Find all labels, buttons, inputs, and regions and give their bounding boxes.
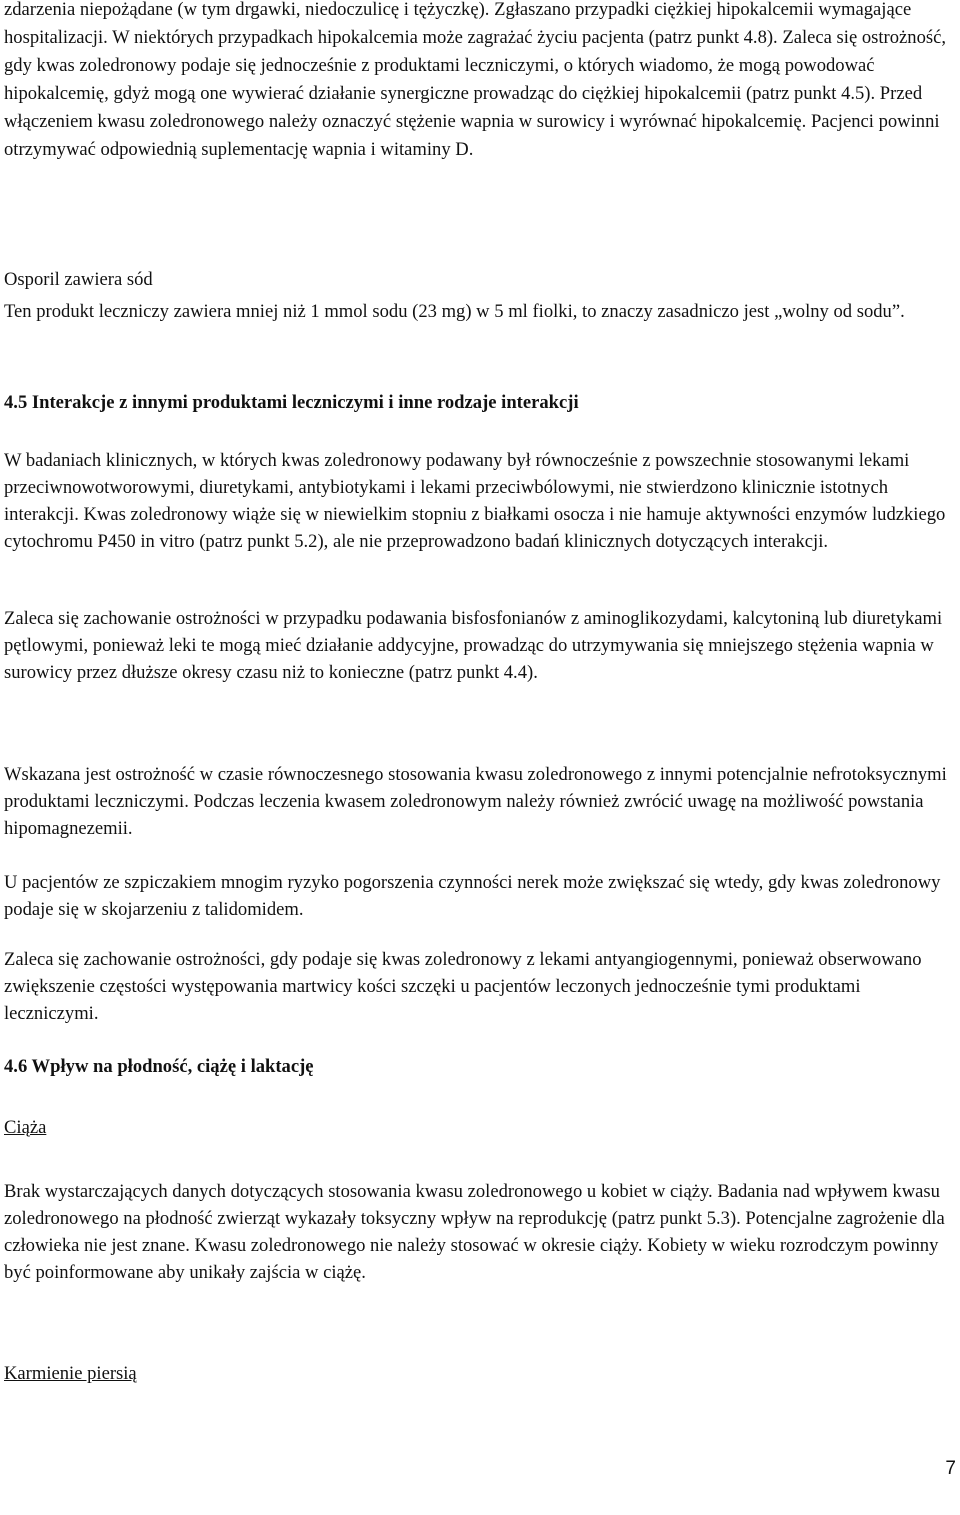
- paragraph-interactions-5: Zaleca się zachowanie ostrożności, gdy podaje się kwas zoledronowy z lekami antyangiogennymi, ponieważ obserwowano zwiększenie częstości występowania martwicy kości szczęki u pacjentów leczonych jednocześnie tymi produktami leczniczymi.: [4, 949, 922, 1024]
- subheading-pregnancy: Ciąża: [4, 1117, 47, 1138]
- subheading-breastfeeding: Karmienie piersią: [4, 1363, 137, 1384]
- paragraph-pregnancy: Brak wystarczających danych dotyczących stosowania kwasu zoledronowego u kobiet w ciąży. Badania nad wpływem kwasu zoledronowego na płodność zwierząt wykazały toksyczny wpływ na reprodukcję (patrz punkt 5.3). Potencjalne zagrożenie dla człowieka nie jest znane. Kwasu zoledronowego nie należy stosować w okresie ciąży. Kobiety w wieku rozrodczym powinny być poinformowane aby unikały zajścia w ciążę.: [4, 1181, 945, 1283]
- sodium-title: Osporil zawiera sód: [4, 269, 153, 290]
- sodium-text: Ten produkt leczniczy zawiera mniej niż 1 mmol sodu (23 mg) w 5 ml fiolki, to znaczy zasadniczo jest „wolny od sodu”.: [4, 301, 905, 322]
- section-heading-4-5: 4.5 Interakcje z innymi produktami leczniczymi i inne rodzaje interakcji: [4, 392, 579, 413]
- section-heading-4-6: 4.6 Wpływ na płodność, ciążę i laktację: [4, 1056, 314, 1077]
- paragraph-interactions-3: Wskazana jest ostrożność w czasie równoczesnego stosowania kwasu zoledronowego z innymi potencjalnie nefrotoksycznymi produktami leczniczymi. Podczas leczenia kwasem zoledronowym należy również zwrócić uwagę na możliwość powstania hipomagnezemii.: [4, 764, 947, 839]
- paragraph-hypocalcemia: zdarzenia niepożądane (w tym drgawki, niedoczulicę i tężyczkę). Zgłaszano przypadki ciężkiej hipokalcemii wymagające hospitalizacji. W niektórych przypadkach hipokalcemia może zagrażać życiu pacjenta (patrz punkt 4.8). Zaleca się ostrożność, gdy kwas zoledronowy podaje się jednocześnie z produktami leczniczymi, o których wiadomo, że mogą powodować hipokalcemię, gdyż mogą one wywierać działanie synergiczne prowadząc do ciężkiej hipokalcemii (patrz punkt 4.5). Przed włączeniem kwasu zoledronowego należy oznaczyć stężenie wapnia w surowicy i wyrównać hipokalcemię. Pacjenci powinni otrzymywać odpowiednią suplementację wapnia i witaminy D.: [4, 0, 947, 160]
- paragraph-interactions-4: U pacjentów ze szpiczakiem mnogim ryzyko pogorszenia czynności nerek może zwiększać się wtedy, gdy kwas zoledronowy podaje się w skojarzeniu z talidomidem.: [4, 872, 941, 920]
- page-number: 7: [945, 1458, 956, 1479]
- paragraph-interactions-2: Zaleca się zachowanie ostrożności w przypadku podawania bisfosfonianów z aminoglikozydami, kalcytoniną lub diuretykami pętlowymi, ponieważ leki te mogą mieć działanie addycyjne, prowadząc do utrzymywania się mniejszego stężenia wapnia w surowicy przez dłuższe okresy czasu niż to konieczne (patrz punkt 4.4).: [4, 608, 943, 683]
- paragraph-interactions-1: W badaniach klinicznych, w których kwas zoledronowy podawany był równocześnie z powszechnie stosowanymi lekami przeciwnowotworowymi, diuretykami, antybiotykami i lekami przeciwbólowymi, nie stwierdzono klinicznie istotnych interakcji. Kwas zoledronowy wiąże się w niewielkim stopniu z białkami osocza i nie hamuje aktywności enzymów ludzkiego cytochromu P450 in vitro (patrz punkt 5.2), ale nie przeprowadzono badań klinicznych dotyczących interakcji.: [4, 450, 946, 552]
